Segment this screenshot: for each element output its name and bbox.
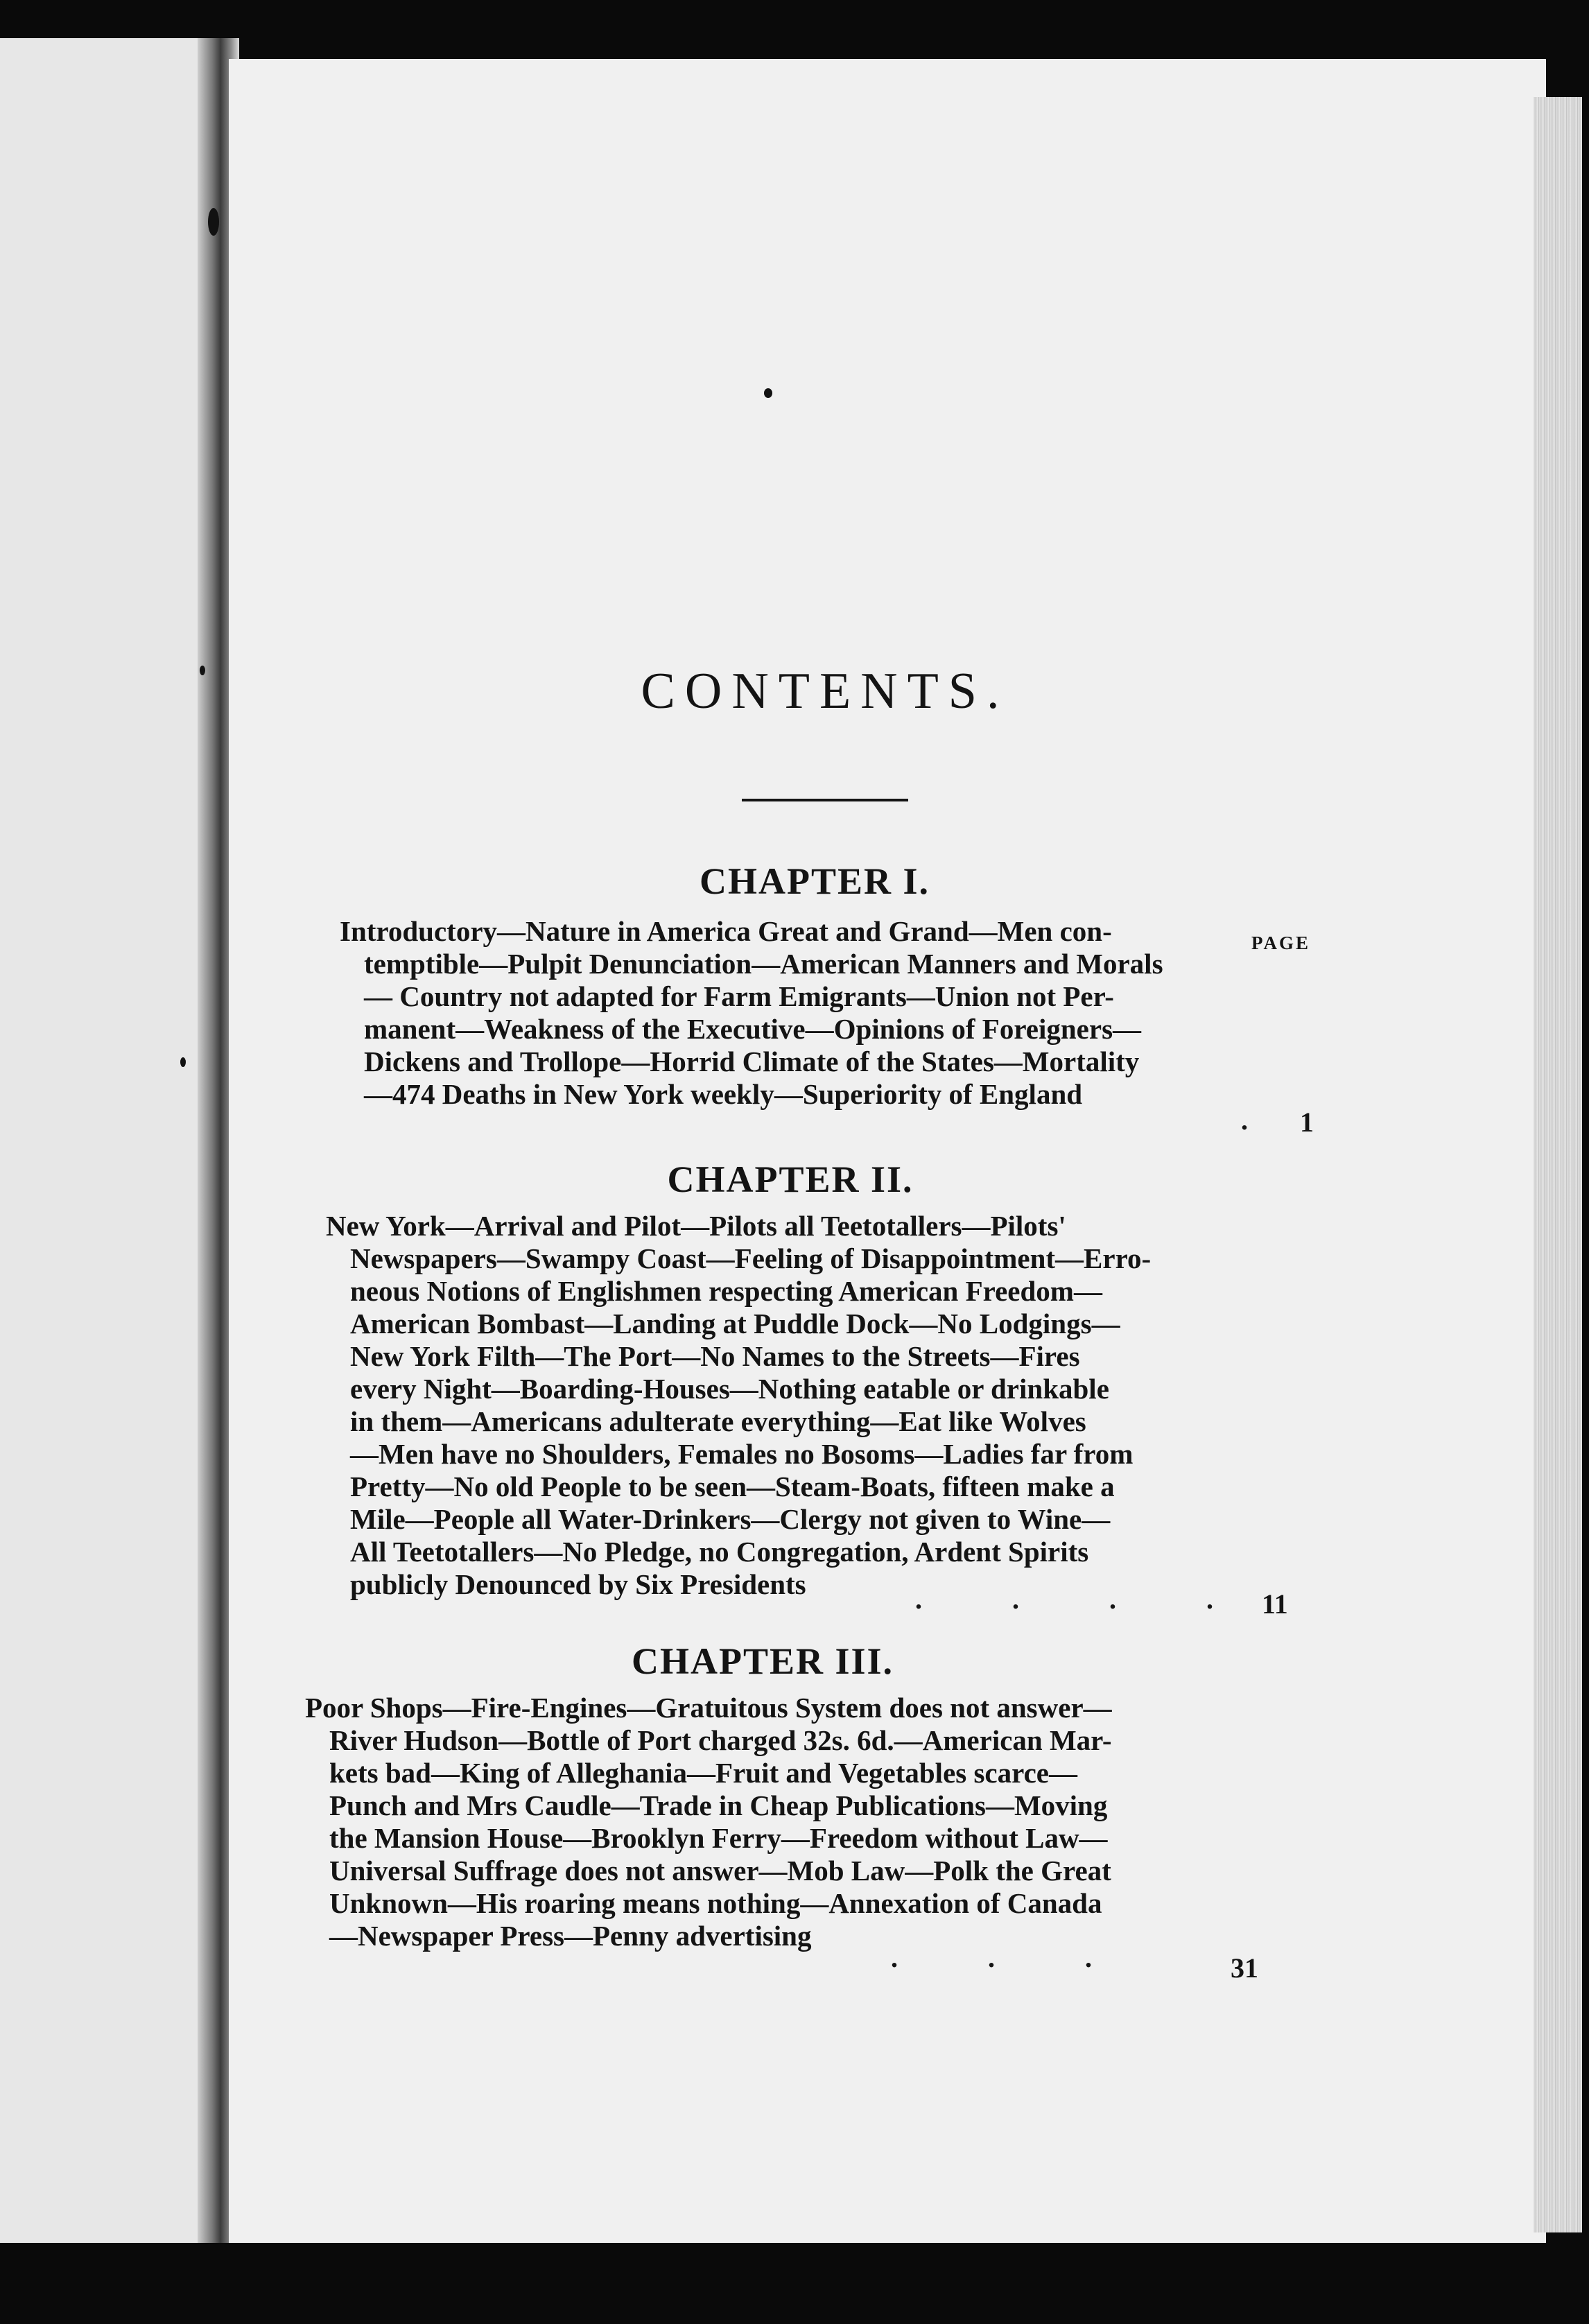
summary-line: kets bad—King of Alleghania—Fruit and Vegetables scarce— xyxy=(329,1757,1077,1789)
summary-line: publicly Denounced by Six Presidents xyxy=(350,1568,806,1600)
chapter-summary xyxy=(305,1692,1227,1952)
summary-line: — Country not adapted for Farm Emigrants—Union not Per- xyxy=(364,980,1114,1012)
summary-line: Punch and Mrs Caudle—Trade in Cheap Publications—Moving xyxy=(329,1789,1108,1821)
summary-line: in them—Americans adulterate everything—Eat like Wolves xyxy=(350,1405,1086,1437)
chapter-heading: CHAPTER II. xyxy=(667,1159,914,1200)
summary-line: —Newspaper Press—Penny advertising xyxy=(329,1920,812,1952)
summary-line: Newspapers—Swampy Coast—Feeling of Disappointment—Erro- xyxy=(350,1242,1152,1274)
chapter-summary xyxy=(340,915,1262,1111)
summary-line: —Men have no Shoulders, Females no Bosoms—Ladies far from xyxy=(350,1438,1134,1470)
summary-line: American Bombast—Landing at Puddle Dock—No Lodgings— xyxy=(350,1308,1120,1339)
chapter-page-number: 31 xyxy=(1231,1952,1258,1984)
summary-line: Poor Shops—Fire-Engines—Gratuitous System does not answer— xyxy=(305,1692,1112,1724)
summary-line: Dickens and Trollope—Horrid Climate of the States—Mortality xyxy=(364,1046,1140,1077)
summary-line: neous Notions of Englishmen respecting American Freedom— xyxy=(350,1275,1102,1307)
chapter-page-number: 1 xyxy=(1300,1107,1314,1138)
summary-line: All Teetotallers—No Pledge, no Congregation, Ardent Spirits xyxy=(350,1536,1089,1568)
dot-leader: . . . xyxy=(891,1942,1134,1973)
summary-line: the Mansion House—Brooklyn Ferry—Freedom without Law— xyxy=(329,1822,1108,1854)
chapter-summary xyxy=(326,1210,1248,1601)
summary-line: New York—Arrival and Pilot—Pilots all Teetotallers—Pilots' xyxy=(326,1210,1066,1242)
summary-line: Introductory—Nature in America Great and Grand—Men con- xyxy=(340,915,1112,947)
summary-line: Unknown—His roaring means nothing—Annexation of Canada xyxy=(329,1887,1102,1919)
chapter-heading: CHAPTER III. xyxy=(631,1640,894,1682)
title-rule xyxy=(742,799,908,801)
summary-line: temptible—Pulpit Denunciation—American Manners and Morals xyxy=(364,948,1163,980)
summary-line: manent—Weakness of the Executive—Opinions of Foreigners— xyxy=(364,1013,1142,1045)
chapter-page-number: 11 xyxy=(1262,1588,1288,1620)
chapter-heading: CHAPTER I. xyxy=(699,860,930,902)
summary-line: —474 Deaths in New York weekly—Superiority of England xyxy=(364,1078,1083,1110)
summary-line: New York Filth—The Port—No Names to the Streets—Fires xyxy=(350,1340,1080,1372)
summary-line: Pretty—No old People to be seen—Steam-Boats, fifteen make a xyxy=(350,1471,1115,1502)
summary-line: Mile—People all Water-Drinkers—Clergy not given to Wine— xyxy=(350,1503,1111,1535)
page-column-label: PAGE xyxy=(1251,933,1310,953)
contents-title: CONTENTS. xyxy=(641,663,1009,720)
summary-line: every Night—Boarding-Houses—Nothing eatable or drinkable xyxy=(350,1373,1109,1405)
summary-line: Universal Suffrage does not answer—Mob Law—Polk the Great xyxy=(329,1855,1111,1887)
dot-leader: . . . . xyxy=(915,1584,1255,1615)
dot-leader: . xyxy=(1241,1104,1290,1136)
summary-line: River Hudson—Bottle of Port charged 32s. 6d.—American Mar- xyxy=(329,1724,1112,1756)
